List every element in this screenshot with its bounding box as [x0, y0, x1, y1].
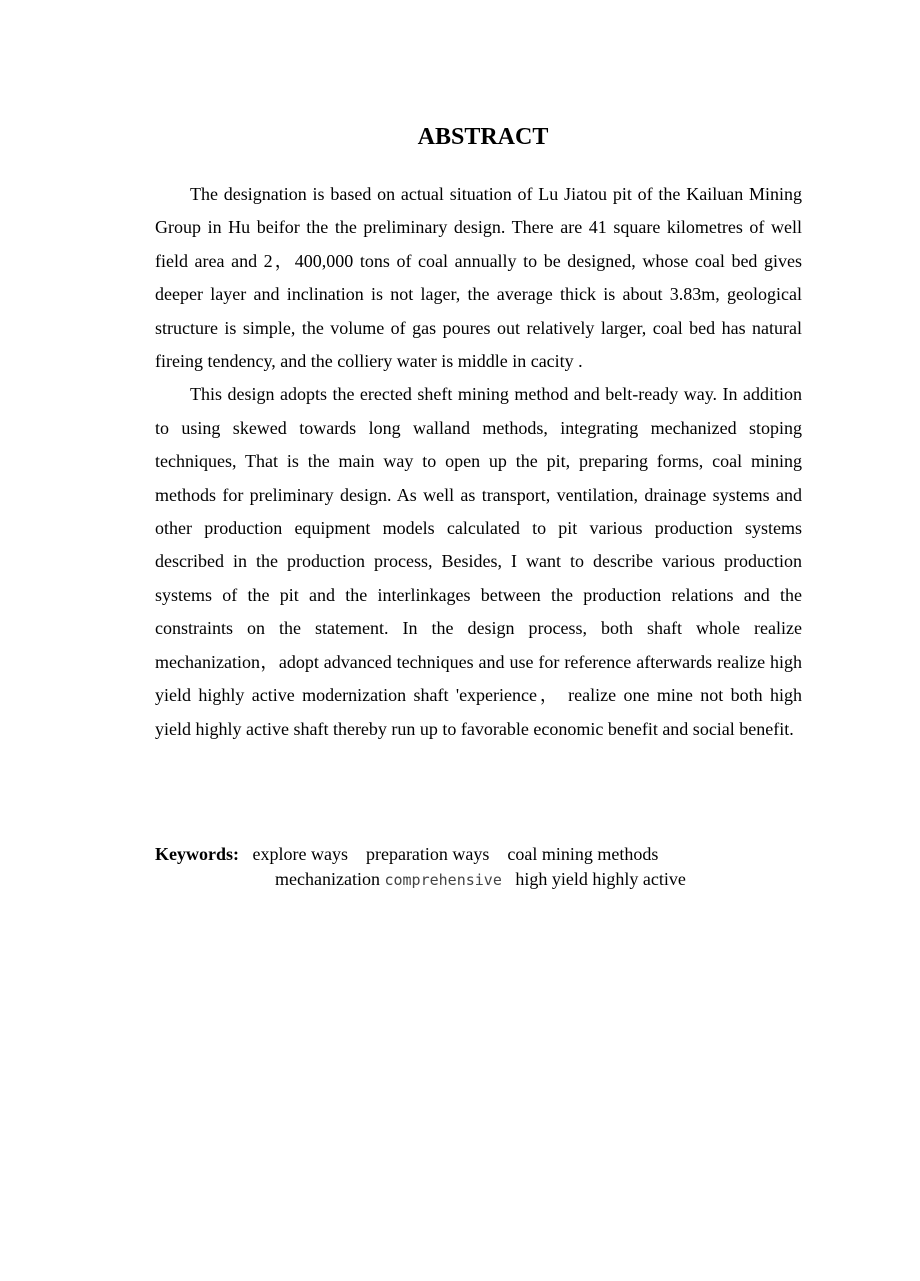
- keywords-list-1: explore ways preparation ways coal mining methods: [239, 844, 659, 864]
- keywords-label: Keywords:: [155, 844, 239, 864]
- abstract-title: ABSTRACT: [417, 124, 549, 150]
- keyword-high-yield: high yield highly active: [501, 869, 686, 889]
- abstract-paragraph-1: The designation is based on actual situation of Lu Jiatou pit of the Kailuan Mining Group in Hu beifor the the preliminary design. There are 41 square kilometres of well field area and 2，400,000 tons of coal annually to be designed, whose coal bed gives deeper layer and inclination is not lager, the average thick is about 3.83m, geological structure is simple, the volume of gas poures out relatively larger, coal bed has natural fireing tendency, and the colliery water is middle in cacity .: [155, 184, 802, 372]
- abstract-paragraph-2: This design adopts the erected sheft mining method and belt-ready way. In addition to using skewed towards long walland methods, integrating mechanized stoping techniques, That is the main way to open up the pit, preparing forms, coal mining methods for preliminary design. As well as transport, ventilation, drainage systems and other production equipment models calculated to pit various production systems described in the production process, Besides, I want to describe various production systems of the pit and the interlinkages between the production relations and the constraints on the statement. In the design process, both shaft whole realize mechanization，adopt advanced techniques and use for reference afterwards realize high yield highly active modernization shaft 'experience， realize one mine not both high yield highly active shaft thereby run up to favorable economic benefit and social benefit.: [155, 384, 802, 739]
- keywords-line-2: [155, 867, 855, 893]
- keywords-block: [155, 842, 855, 893]
- keyword-comprehensive: comprehensive: [384, 871, 502, 889]
- keyword-mechanization: mechanization: [275, 869, 385, 889]
- keywords-line-1: [155, 842, 855, 867]
- abstract-body: [155, 178, 802, 746]
